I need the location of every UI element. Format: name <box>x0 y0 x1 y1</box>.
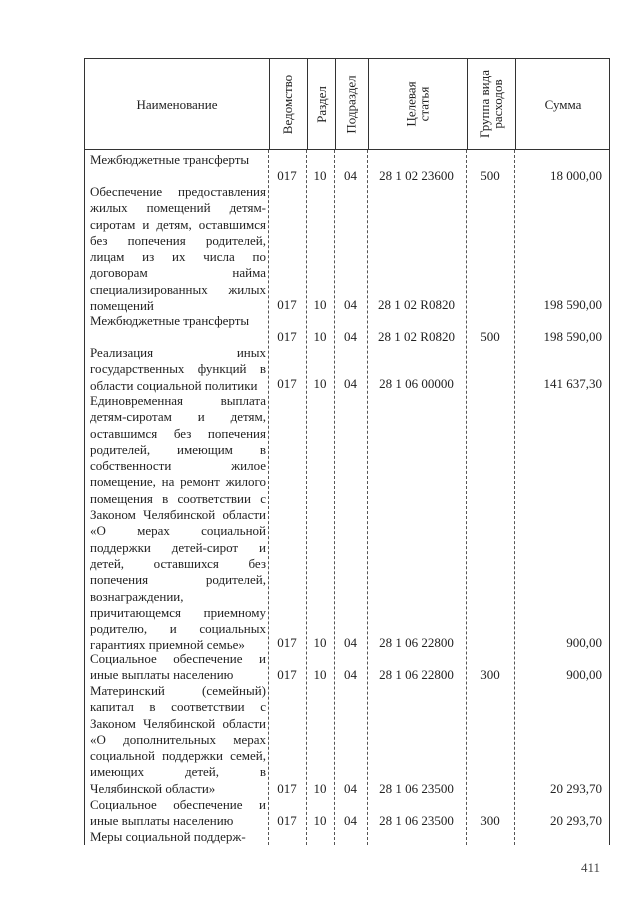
row-vedomstvo: 017 <box>277 781 297 796</box>
row-razdel: 10 <box>313 813 327 828</box>
row-target-article: 28 1 06 23500 <box>379 813 454 828</box>
row-target-article: 28 1 02 R0820 <box>378 329 455 344</box>
row-vedomstvo: 017 <box>277 168 297 183</box>
row-sum: 20 293,70 <box>550 781 602 796</box>
row-target-article: 28 1 06 23500 <box>379 781 454 796</box>
row-vedomstvo: 017 <box>277 635 297 650</box>
row-podrazdel: 04 <box>344 813 357 828</box>
row-expense-group: 500 <box>480 168 500 183</box>
row-razdel: 10 <box>313 329 327 344</box>
header-sum: Сумма <box>544 96 582 112</box>
row-vedomstvo: 017 <box>277 667 297 682</box>
row-razdel: 10 <box>313 297 327 312</box>
row-vedomstvo: 017 <box>277 329 297 344</box>
row-razdel: 10 <box>313 781 327 796</box>
row-target-article: 28 1 02 23600 <box>379 168 454 183</box>
header-podrazdel: Подраздел <box>344 74 360 134</box>
row-expense-group: 300 <box>480 813 500 828</box>
row-sum: 141 637,30 <box>543 376 602 391</box>
row-podrazdel: 04 <box>344 297 357 312</box>
table-body <box>84 150 610 845</box>
row-sum: 900,00 <box>566 667 602 682</box>
header-vedomstvo: Ведомство <box>280 74 296 134</box>
row-target-article: 28 1 02 R0820 <box>378 297 455 312</box>
row-expense-group: 500 <box>480 329 500 344</box>
row-razdel: 10 <box>313 376 327 391</box>
page-number: 411 <box>580 860 600 875</box>
row-target-article: 28 1 06 00000 <box>379 376 454 391</box>
row-name: Единовременная выплата детям-сиротам и детям, оставшимся без попечения родителей, имеющим в собственности жилое помещение, на ремонт жилого помещения в соответствии с Законом Челябинской области «О мерах социальной поддержки детей-сирот и детей, оставшихся без попечения родителей, вознаграждении, причитающемся приемному родителю, и социальных гарантиях приемной семье» <box>90 393 266 653</box>
header-expense-group: Группа вида расходов <box>477 70 506 138</box>
row-name: Меры социальной поддерж- <box>90 829 246 844</box>
row-name: Материнский (семейный) капитал в соответствии с Законом Челябинской области «О дополнительных мерах социальной поддержки семей, имеющих детей, в Челябинской области» <box>90 683 266 796</box>
row-name: Социальное обеспечение и иные выплаты населению <box>90 651 266 683</box>
row-podrazdel: 04 <box>344 667 357 682</box>
header-name: Наименование <box>136 96 218 112</box>
row-podrazdel: 04 <box>344 329 357 344</box>
row-razdel: 10 <box>313 667 327 682</box>
row-name: Реализация иных государственных функций в области социальной политики <box>90 345 266 393</box>
row-vedomstvo: 017 <box>277 376 297 391</box>
header-target-article: Целевая статья <box>403 81 432 127</box>
row-vedomstvo: 017 <box>277 813 297 828</box>
row-razdel: 10 <box>313 168 327 183</box>
row-podrazdel: 04 <box>344 376 357 391</box>
row-razdel: 10 <box>313 635 327 650</box>
row-name: Межбюджетные трансферты <box>90 313 250 328</box>
row-podrazdel: 04 <box>344 168 357 183</box>
row-sum: 198 590,00 <box>543 297 602 312</box>
row-name: Обеспечение предоставления жилых помещений детям-сиротам и детям, оставшимся без попечения родителей, лицам из их числа по договорам найма специализированных жилых помещений <box>90 184 266 314</box>
row-podrazdel: 04 <box>344 781 357 796</box>
row-sum: 20 293,70 <box>550 813 602 828</box>
row-podrazdel: 04 <box>344 635 357 650</box>
row-sum: 900,00 <box>566 635 602 650</box>
header-razdel: Раздел <box>313 85 329 123</box>
row-target-article: 28 1 06 22800 <box>379 667 454 682</box>
row-target-article: 28 1 06 22800 <box>379 635 454 650</box>
row-sum: 18 000,00 <box>550 168 602 183</box>
row-expense-group: 300 <box>480 667 500 682</box>
row-vedomstvo: 017 <box>277 297 297 312</box>
row-name: Межбюджетные трансферты <box>90 152 250 167</box>
row-name: Социальное обеспечение и иные выплаты населению <box>90 797 266 829</box>
row-sum: 198 590,00 <box>543 329 602 344</box>
table-header <box>84 58 610 150</box>
